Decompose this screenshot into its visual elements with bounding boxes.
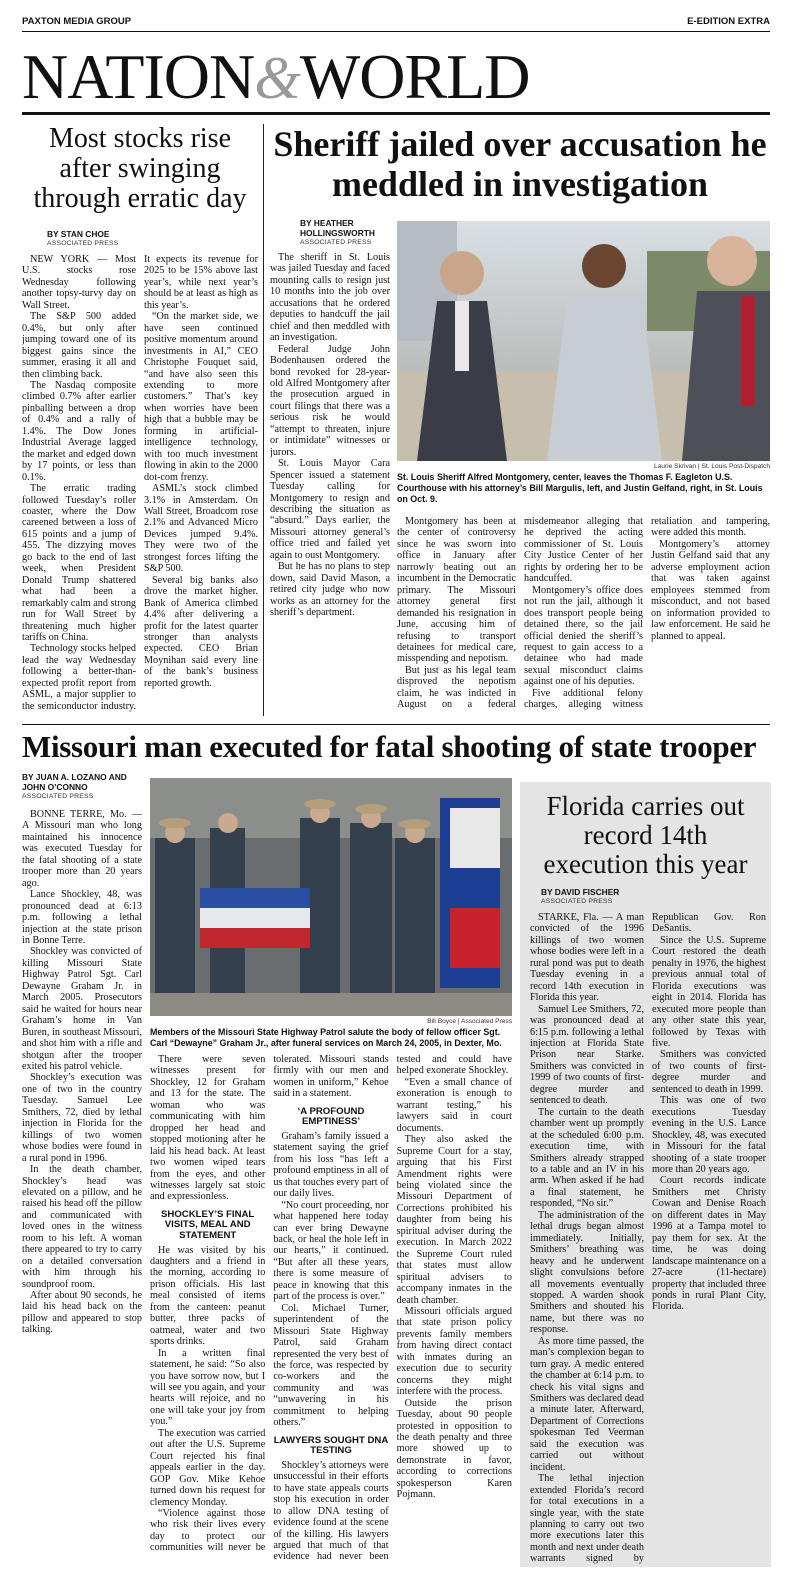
florida-paragraph: Since the U.S. Supreme Court restored the death penalty in 1976, the highest previous annual total of Florida executions was eight in 2014. Florida has executed more people than any other state this year, followed by Texas with five. (652, 934, 766, 1049)
florida-paragraph: As more time passed, the man’s complexion began to turn gray. A medic entered the chamber at 6:14 p.m. to check his vital signs and Smithers was declared dead a minute later. Afterward, Department of Corrections spokesman Ted Veerman said the execution was carried out without incident. (530, 1335, 644, 1473)
florida-byline-name: BY DAVID FISCHER (541, 887, 620, 897)
florida-byline-agency: ASSOCIATED PRESS (541, 897, 613, 905)
trooper-paragraph: “No court proceeding, nor what happened here today can ever bring Dewayne back, or heal the hole left in our hearts,” it continued. “But after all these years, there is some measure of peace in knowing that this part of the process is over.” (273, 1199, 389, 1303)
column-divider (263, 124, 264, 716)
section-rule (22, 724, 770, 725)
florida-paragraph: Smithers was convicted of two counts of first-degree murder and sentenced to death in 1999. (652, 1049, 766, 1095)
trooper-headline: Missouri man executed for fatal shooting of state trooper (22, 729, 757, 764)
stocks-paragraph: “On the market side, we have seen continued positive momentum around investments in AI,” CEO Christophe Fouquet said, “and have also seen this extending to more customers.” That’s key when worries have been high that a bubble may be forming in artificial-intelligence technology, with too much investment flowing in akin to the 2000 dot-com frenzy. (144, 311, 258, 483)
trooper-byline-name: BY JUAN A. LOZANO AND JOHN O’CONNO (22, 772, 127, 792)
florida-paragraph: The lethal injection extended Florida’s record for total executions in a single year, with the state planning to carry out two more executions later this month and next under death warrants signed by Republican Gov. Ron DeSantis. (530, 912, 766, 1565)
sheriff-paragraph: St. Louis Mayor Cara Spencer issued a statement Tuesday calling for Montgomery to resign and describing the situation as “absurd.” Days earlier, the Missouri attorney general’s office tried and failed yet again to oust Montgomery. (270, 458, 390, 561)
trooper-paragraph: Shockley was convicted of killing Missouri State Highway Patrol Sgt. Carl Dewayne Graham Jr. in March 2005. Prosecutors said he waited for hours near Graham’s home in Van Buren, in southeast Missouri, and shot him with a rifle and shotgun after the trooper exited his patrol vehicle. (22, 946, 142, 1072)
trooper-paragraph: Shockley’s attorneys were unsuccessful in their efforts to have state appeals courts stop his execution in order to allow DNA testing of evidence found at the scene of the killing. His lawyers argued that much of that evidence had never been tested and could have helped exonerate Shockley. (273, 1054, 512, 1563)
masthead-rule (22, 112, 770, 115)
stocks-paragraph: The S&P 500 added 0.4%, but only after jumping toward one of its biggest gains since the summer, erasing it all and then climbing back. (22, 311, 136, 380)
florida-body (530, 912, 766, 1565)
stocks-paragraph: ASML’s stock climbed 3.1% in Amsterdam. On Wall Street, Broadcom rose 2.1% and Advanced Micro Devices jumped 9.4%. They were two of the strongest forces lifting the S&P 500. (144, 483, 258, 575)
trooper-paragraph: The execution was carried out after the U.S. Supreme Court rejected his final appeals earlier in the day. GOP Gov. Mike Kehoe turned down his request for clemency Monday. (150, 1427, 266, 1508)
sheriff-photo-credit: Laurie Skrivan | St. Louis Post-Dispatch (653, 463, 770, 470)
stocks-headline: Most stocks rise after swinging through erratic day (33, 123, 247, 215)
stocks-paragraph: Several big banks also drove the market higher. Bank of America climbed 4.4% after delivering a profit for the latest quarter stronger than analysts expected. CEO Brian Moynihan said every line of the bank’s business reported growth. (144, 574, 258, 689)
sheriff-paragraph: Montgomery’s attorney Justin Gelfand said that any adverse employment action that was taken against employees stemmed from misconduct, and not based on information provided to law enforcement. He said he planned to appeal. (651, 538, 770, 642)
top-bar (22, 16, 770, 30)
trooper-body-col1 (22, 809, 142, 1565)
trooper-photo-credit: Bill Boyce | Associated Press (427, 1018, 512, 1025)
sheriff-paragraph: Montgomery’s office does not run the jail, although it does transport people being detained there, so the jail official denied the sheriff’s request to gain access to a detainee who had made sexual misconduct claims against one of his deputies. (524, 584, 643, 688)
trooper-paragraph: Missouri officials argued that state prison policy prevents family members from having direct contact with inmates during an execution due to security concerns they might interfere with the process. (396, 1305, 512, 1398)
trooper-paragraph: They also asked the Supreme Court for a stay, arguing that his First Amendment rights were being violated since the Missouri Department of Corrections prohibited his daughter from being his spiritual adviser during the execution. In March 2022 the Supreme Court ruled that states must allow spiritual advisers to accompany inmates in the death chamber. (396, 1134, 512, 1306)
stocks-paragraph: Technology stocks helped lead the way Wednesday following a better-than-expected profit report from ASML, a major supplier to the semiconductor industry. It expects its revenue for 2025 to be 15% above last year’s, while next year’s should be at least as high as this year’s. (22, 254, 258, 712)
masthead-word-world: WORLD (299, 41, 530, 112)
trooper-paragraph: Graham’s family issued a statement saying the grief from his loss “has left a profound emptiness in all of us that touches every part of our daily lives. (273, 1130, 389, 1200)
sheriff-byline (300, 219, 395, 247)
stocks-paragraph: The erratic trading followed Tuesday’s roller coaster, where the Dow careened between a loss of 615 points and a jump of 455. The dizzying moves go back to the end of last week, when President Donald Trump shattered what had been a remarkably calm and strong run for Wall Street by threatening much higher tariffs on China. (22, 483, 137, 643)
sheriff-paragraph: Five additional felony charges, alleging witness retaliation and tampering, were added this month. (524, 516, 770, 711)
stocks-byline (47, 230, 118, 248)
florida-paragraph: This was one of two executions Tuesday evening in the U.S. Lance Shockley, 48, was executed in Missouri for the fatal shooting of a state trooper more than 20 years ago. (652, 1095, 766, 1175)
trooper-paragraph: Col. Michael Turner, superintendent of the Missouri State Highway Patrol, said Graham represented the very best of the force, was respected by co-workers and the community and was “unwavering in his commitment to helping others.” (273, 1302, 389, 1429)
trooper-body-cols (150, 1054, 512, 1565)
trooper-paragraph: In the death chamber, Shockley’s head was elevated on a pillow, and he raised his head off the pillow and communicated with loved ones in the witness room to his left. A woman there appeared to try to carry on a detailed conversation with him through his soundproof room. (22, 1164, 142, 1290)
trooper-paragraph: After about 90 seconds, he laid his head back on the pillow and appeared to stop talking. (22, 1290, 142, 1336)
top-rule (22, 31, 770, 32)
sheriff-byline-name: BY HEATHER HOLLINGSWORTH (300, 218, 375, 238)
trooper-subhead-dna-testing: LAWYERS SOUGHT DNA TESTING (273, 1434, 389, 1457)
trooper-subhead-final-visits: SHOCKLEY’S FINAL VISITS, MEAL AND STATEMENT (161, 1208, 255, 1241)
florida-paragraph: The administration of the lethal drugs began almost immediately. Initially, Smithers’ breathing was heavy and he underwent slight convulsions before all movements eventually stopped. A warden shook Smithers and shouted his name, but there was no response. (530, 1209, 644, 1336)
trooper-paragraph: BONNE TERRE, Mo. — A Missouri man who long maintained his innocence was executed Tuesday for the fatal shooting of a state trooper more than 20 years ago. (22, 809, 142, 889)
publisher-name: PAXTON MEDIA GROUP (22, 16, 132, 27)
trooper-paragraph: He was visited by his daughters and a friend in the morning, according to prison officials. His last meal consisted of items from the canteen: peanut butter, three packs of oatmeal, water and two sports drinks. (150, 1244, 266, 1348)
trooper-photo-caption: Members of the Missouri State Highway Patrol salute the body of fellow officer Sgt. Carl “Dewayne” Graham Jr., after funeral services on March 24, 2005, in Dexter, Mo. (150, 1027, 502, 1048)
masthead-ampersand: & (254, 45, 300, 111)
florida-paragraph: Court records indicate Smithers met Christy Cowan and Denise Roach on different dates in May 1996 at a Tampa motel to pay them for sex. At the time, he was doing landscape maintenance on a 27-acre (11-hectare) property that included three ponds in rural Plant City, Florida. (652, 1175, 766, 1313)
trooper-paragraph: “Even a small chance of exoneration is enough to warrant testing,” his lawyers said in court documents. (396, 1076, 512, 1134)
sheriff-photo (397, 221, 770, 461)
florida-headline: Florida carries out record 14th execution this year (543, 791, 748, 880)
sheriff-photo-caption: St. Louis Sheriff Alfred Montgomery, center, leaves the Thomas F. Eagleton U.S. Courthouse with his attorney’s Bill Margulis, left, and Justin Gelfand, right, in St. Louis on Oct. 9. (397, 472, 763, 504)
stocks-byline-name: BY STAN CHOE (47, 229, 110, 239)
sheriff-byline-agency: ASSOCIATED PRESS (300, 238, 372, 246)
florida-byline (541, 888, 641, 906)
trooper-photo (150, 778, 512, 1016)
trooper-paragraph: Lance Shockley, 48, was pronounced dead at 6:13 p.m. following a lethal injection at the state prison in Bonne Terre. (22, 889, 142, 946)
florida-paragraph: Samuel Lee Smithers, 72, was pronounced dead at 6:15 p.m. following a lethal injection at Florida State Prison near Starke. Smithers was convicted in 1999 of two counts of first-degree murder and sentenced to death. (530, 1003, 644, 1107)
sheriff-body-col1 (270, 252, 390, 716)
stocks-paragraph: NEW YORK — Most U.S. stocks rose Wednesday following another topsy-turvy day on Wall Street. (22, 254, 136, 311)
sheriff-paragraph: But just as his legal team disproved the nepotism claim, he was indicted in August on a federal misdemeanor alleging that he deprived the acting commissioner of St. Louis City Justice Center of her rights by ordering her to be handcuffed. (397, 516, 643, 711)
sheriff-paragraph: Federal Judge John Bodenhausen ordered the bond revoked for 28-year-old Alfred Montgomery after the prosecution argued in court filings that there was a serious risk he would “attempt to threaten, injure or intimidate” witnesses or jurors. (270, 343, 390, 458)
masthead-word-nation: NATION (22, 41, 255, 112)
stocks-byline-agency: ASSOCIATED PRESS (47, 239, 119, 247)
trooper-byline (22, 773, 142, 801)
trooper-paragraph: Shockley’s execution was one of two in the country Tuesday. Samuel Lee Smithers, 72, died by lethal injection in Florida for the killings of two women whose bodies were found in a rural pond in 1996. (22, 1072, 142, 1164)
trooper-paragraph: In a written final statement, he said: “So also you have sorrow now, but I will see you again, and your hearts will rejoice, and no one will take your joy from you.” (150, 1347, 266, 1428)
sheriff-headline: Sheriff jailed over accusation he meddled in investigation (273, 124, 767, 205)
sheriff-paragraph: But he has no plans to step down, said David Mason, a retired city judge who now works as an attorney for the sheriff’s department. (270, 561, 390, 619)
florida-paragraph: The curtain to the death chamber went up promptly at the scheduled 6:00 p.m. execution time, with Smithers already strapped to a table and an IV in his arm. When asked if he had a final statement, he responded, “No sir.” (530, 1106, 644, 1210)
trooper-paragraph: There were seven witnesses present for Shockley, 12 for Graham and 13 for the state. The woman who was communicating with him dropped her head and stopped motioning after he laid his head back. At least two women wiped tears from the eyes, and other witnesses largely sat stoic and expressionless. (150, 1054, 266, 1203)
stocks-paragraph: The Nasdaq composite climbed 0.7% after earlier pinballing between a drop of 0.4% and a rally of 1.4%. The Dow Jones Industrial Average lagged the market and edged down by 17 points, or less than 0.1%. (22, 379, 136, 483)
trooper-byline-agency: ASSOCIATED PRESS (22, 792, 94, 800)
trooper-subhead-emptiness: ‘A PROFOUND EMPTINESS’ (297, 1105, 365, 1128)
trooper-paragraph: Outside the prison Tuesday, about 90 people protested in opposition to the death penalty and three more showed up to demonstrate in favor, according to corrections spokesperson Karen Pojmann. (396, 1397, 512, 1501)
trooper-paragraph: “Violence against those who risk their lives every day to protect our communities will never be tolerated. Missouri stands firmly with our men and women in uniform,” Kehoe said in a statement. (150, 1054, 389, 1554)
sheriff-paragraph: The sheriff in St. Louis was jailed Tuesday and faced mounting calls to resign just 10 months into the job over accusations that he ordered deputies to handcuff the jail chief and then meddled with an investigation. (270, 252, 390, 344)
sheriff-paragraph: Montgomery has been at the center of controversy since he was sworn into office in January after narrowly beating out an incumbent in the Democratic primary. The Missouri attorney general first demanded his resignation in June, accusing him of refusing to transport detainees for medical care, misspending and nepotism. (397, 516, 516, 665)
stocks-body (22, 254, 258, 716)
section-masthead (22, 41, 530, 112)
florida-paragraph: STARKE, Fla. — A man convicted of the 1996 killings of two women whose bodies were left in a rural pond was put to death Tuesday evening in a record 14th execution in Florida this year. (530, 912, 644, 1004)
edition-label: E-EDITION EXTRA (687, 16, 770, 27)
sheriff-body-cols (397, 516, 770, 716)
